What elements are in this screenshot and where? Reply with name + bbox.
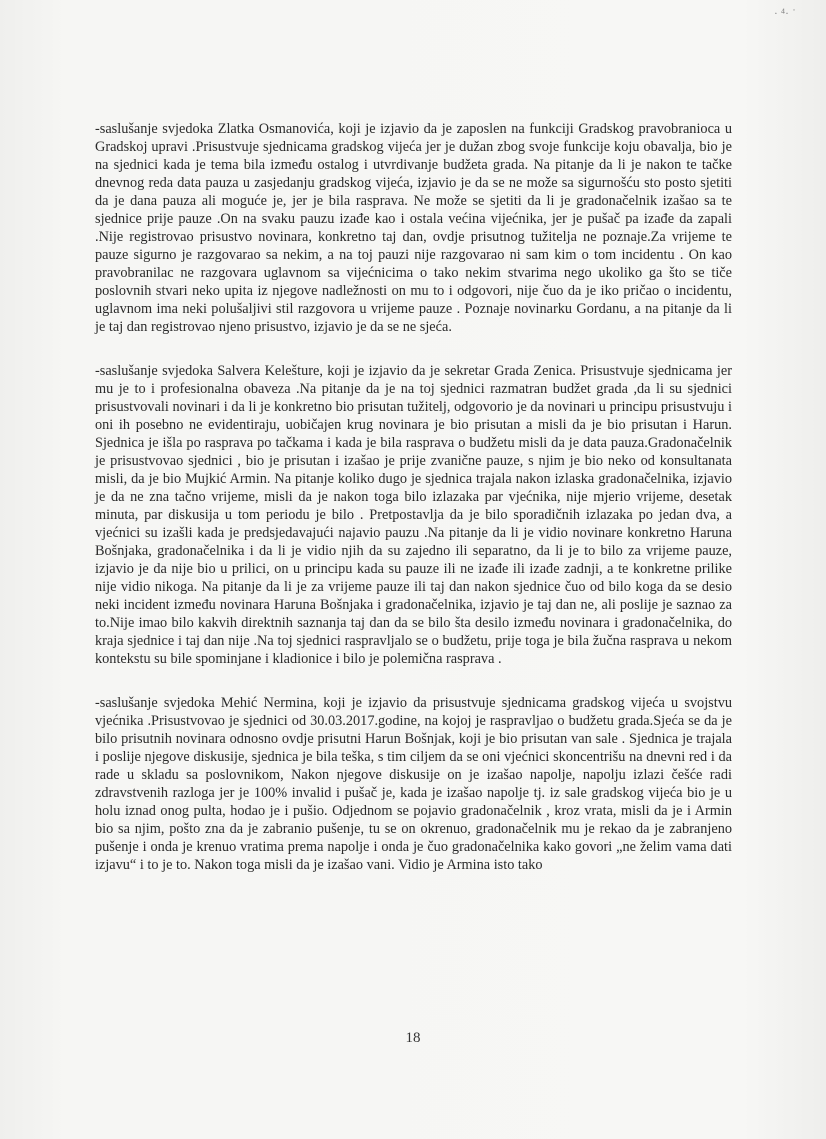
corner-marks: · ⁴· ˙	[773, 6, 796, 20]
paragraph-witness-kelestura: -saslušanje svjedoka Salvera Kelešture, koji je izjavio da je sekretar Grada Zenica. Prisustvuje sjednicama jer mu je to i profesionalna obaveza .Na pitanje da je na toj sjednici razmatran budžet grada ,da li su sjednici prisustvovali novinari i da li je konkretno bio prisutan tužitelj, odgovorio je da novinari u principu prisustvuju i oni ih posebno ne evidentiraju, uobičajen krug novinara je bio prisutan a misli da je bio prisutan i Harun. Sjednica je išla po raspravа po tačkama i kada je bila rasprava o budžetu misli da je data pauza.Gradonačelnik je prisustvovao sjednici , bio je prisutan i izašao je prije zvanične pauze, s njim je bio neko od konsultanata misli, da je bio Mujkić Armin. Na pitanje koliko dugo je sjednica trajala nakon izlaska gradonačelnika, izjavio je da ne zna tačno vrijeme, misli da je nakon toga bilo izlazaka par vjećnika, nije mjerio vrijeme, desetak minuta, par diskusija u tom periodu je bilo . Pretpostavlja da je bilo sporadičnih izlazaka po jedan dva, a vjećnici su izašli kada je predsjedavajući najavio pauzu .Na pitanje da li je vidio novinare konkretno Haruna Bošnjaka, gradonačelnika i da li je vidio njih da su zajedno ili separatno, da li je to bilo za vrijeme pauze, izjavio je da nije bio u prilici, on u principu kada su pauze ili ne izađe ili izađe zadnji, a te konkretne prilike nije vidio nikoga. Na pitanje da li je za vrijeme pauze ili taj dan nakon sjednice čuo od bilo koga da se desio neki incident između novinara Haruna Bošnjaka i gradonačelnika, izjavio je taj dan ne, ali poslije je saznao za to.Nije imao bilo kakvih direktnih saznanja taj dan da se bilo šta desilo između novinara i gradonačelnika, do kraja sjednice i taj dan nije .Na toj sjednici raspravljalo se o budžetu, prije toga je bila žučna rasprava u nekom kontekstu su bile spominjane i kladionice i bilo je polemična rasprava .	[95, 363, 732, 667]
body-text	[95, 120, 732, 900]
paragraph-witness-mehic: -saslušanje svjedoka Mehić Nermina, koji je izjavio da prisustvuje sjednicama gradskog vijeća u svojstvu vjećnika .Prisustvovao je sjednici od 30.03.2017.godine, na kojoj je raspravljao o budžetu grada.Sjeća se da je bilo prisutnih novinara odnosno ovdje prisutni Harun Bošnjak, koji je bio prisutan van sale . Sjednica je trajala i poslije njegove diskusije, sjednica je bila teška, s tim ciljem da se oni vjećnici skoncentrišu na dnevni red i da rade u skladu sa poslovnikom, Nakon njegove diskusije on je izašao napolje, napolju izlazi češće radi zdravstvenih razloga jer je 100% invalid i pušač je, kada je izašao napolje tj. iz sale gradskog vijeća bio je u holu iznad onog pulta, hodao je i pušio. Odjednom se pojavio gradonačelnik , kroz vrata, misli da je i Armin bio sa njim, pošto zna da je zabranio pušenje, tu se on okrenuo, gradonačelnik mu je rekao da je zabranjeno pušenje i onda je krenuo vratima prema napolje i onda je čuo gradonačelnika kako govori „ne želim vama dati izjavu“ i to je to. Nakon toga misli da je izašao vani. Vidio je Armina isto tako	[95, 695, 732, 873]
page-number: 18	[405, 1030, 421, 1046]
paragraph-witness-osmanovic: -saslušanje svjedoka Zlatka Osmanovića, koji je izjavio da je zaposlen na funkciji Gradskog pravobranioca u Gradskoj upravi .Prisustvuje sjednicama gradskog vijeća jer je dužan zbog svoje funkcije koju obavalja, bio je na sjednici kada je tema bila između ostalog i utvrdivanje budžeta grada. Na pitanje da li je nakon te tačke dnevnog reda data pauza u zasjedanju gradskog vijeća, izjavio je da se ne može sa sigurnošću sto posto sjetiti da je dana pauza ali moguće je, jer je bila rasprava. Ne može se sjetiti da li je gradonačelnik izašao sa te sjednice prije pauze .On na svaku pauzu izađe kao i ostala većina vijećnika, jer je pušač pa izađe da zapali .Nije registrovao prisustvo novinara, konkretno taj dan, ovdje prisutnog tužitelja ne poznaje.Za vrijeme te pauze sigurno je razgovarao sa nekim, a na toj pauzi nije razgovarao ni sam kim o tom incidentu . On kao pravobranilac ne razgovara uglavnom sa vijećnicima o tako nekim stvarima nego ukoliko ga što se tiče poslovnih stvari neko upita iz njegove nadležnosti on mu to i odgovori, nije čuo da je iko pričao o incidentu, uglavnom ima neki polušaljivi stil razgovora u vrijeme pauze . Poznaje novinarku Gordanu, a na pitanje da li je taj dan registrovao njeno prisustvo, izjavio je da se ne sjeća.	[95, 121, 732, 335]
